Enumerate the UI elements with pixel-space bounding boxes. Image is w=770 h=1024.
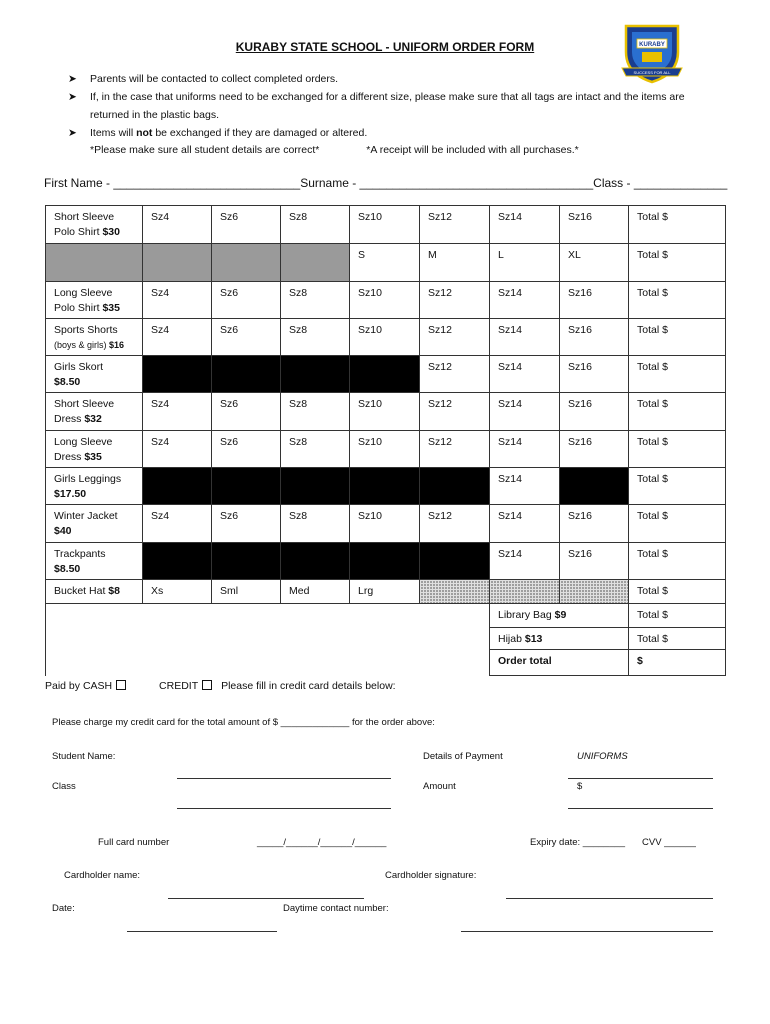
size-cell[interactable]: Lrg: [350, 580, 420, 604]
note-receipt: *A receipt will be included with all purchases.*: [366, 144, 579, 156]
size-cell[interactable]: Sz6: [212, 206, 281, 244]
size-cell[interactable]: Sz6: [212, 319, 281, 356]
table-row: [46, 468, 726, 505]
cardholder-signature-line[interactable]: [506, 898, 713, 899]
blocked-cell: [212, 468, 281, 505]
size-cell[interactable]: L: [490, 244, 560, 282]
expiry-field[interactable]: Expiry date: ________: [530, 837, 626, 848]
size-cell[interactable]: Sz8: [281, 505, 350, 543]
total-cell[interactable]: Total $: [629, 505, 726, 543]
size-cell[interactable]: Sz16: [560, 431, 629, 468]
total-cell[interactable]: Total $: [629, 319, 726, 356]
size-cell[interactable]: Sz8: [281, 319, 350, 356]
class-line[interactable]: [177, 808, 391, 809]
size-cell[interactable]: Sz12: [420, 356, 490, 393]
item-leggings: Girls Leggings $17.50: [46, 468, 143, 505]
dotted-cell: [560, 580, 629, 604]
size-cell[interactable]: Sz16: [560, 356, 629, 393]
size-cell[interactable]: Sz10: [350, 393, 420, 431]
size-cell[interactable]: Sz12: [420, 393, 490, 431]
table-row: [46, 282, 726, 319]
size-cell[interactable]: Sz16: [560, 282, 629, 319]
item-jacket: Winter Jacket $40: [46, 505, 143, 543]
logo-ribbon-text: SUCCESS FOR ALL: [633, 70, 671, 75]
note-details: *Please make sure all student details are correct*: [90, 144, 320, 156]
credit-label: CREDIT: [159, 680, 199, 692]
size-cell[interactable]: Sz14: [490, 543, 560, 580]
size-cell[interactable]: Sz14: [490, 356, 560, 393]
size-cell[interactable]: Sz14: [490, 282, 560, 319]
cardholder-signature-label: Cardholder signature:: [385, 870, 477, 881]
size-cell[interactable]: Sz16: [560, 393, 629, 431]
size-cell[interactable]: Sz14: [490, 206, 560, 244]
amount-line[interactable]: [568, 808, 713, 809]
size-cell[interactable]: Sz8: [281, 206, 350, 244]
blocked-cell: [143, 468, 212, 505]
arrow-bullet-icon: ➤: [68, 73, 77, 85]
item-shorts: Sports Shorts (boys & girls) $16: [46, 319, 143, 356]
size-cell[interactable]: Sz4: [143, 393, 212, 431]
table-row: [46, 393, 726, 431]
order-total-label: Order total: [490, 650, 629, 676]
size-cell[interactable]: Sz16: [560, 206, 629, 244]
daytime-contact-line[interactable]: [461, 931, 713, 932]
size-cell[interactable]: Sz14: [490, 319, 560, 356]
table-row: [46, 319, 726, 356]
size-cell[interactable]: Sz12: [420, 282, 490, 319]
cardholder-name-line[interactable]: [168, 898, 364, 899]
item-dress-long: Long Sleeve Dress $35: [46, 431, 143, 468]
total-cell[interactable]: Total $: [629, 628, 726, 650]
amount-dollar: $: [577, 781, 583, 792]
student-name-label: Student Name:: [52, 751, 116, 762]
size-cell[interactable]: Sz6: [212, 393, 281, 431]
size-cell[interactable]: Sz16: [560, 505, 629, 543]
blocked-cell: [350, 543, 420, 580]
size-cell[interactable]: S: [350, 244, 420, 282]
payment-method-row: [45, 680, 396, 692]
size-cell[interactable]: Sz10: [350, 431, 420, 468]
size-cell[interactable]: Sz8: [281, 282, 350, 319]
size-cell[interactable]: Sz14: [490, 431, 560, 468]
blocked-cell: [420, 468, 490, 505]
size-cell[interactable]: Med: [281, 580, 350, 604]
total-cell[interactable]: Total $: [629, 282, 726, 319]
instruction-item: ➤ Items will not be exchanged if they are damaged or altered.: [68, 124, 708, 142]
blocked-cell: [560, 468, 629, 505]
size-cell[interactable]: Sz6: [212, 431, 281, 468]
table-row: [46, 543, 726, 580]
size-cell[interactable]: Sz10: [350, 319, 420, 356]
item-trackpants: Trackpants $8.50: [46, 543, 143, 580]
amount-label: Amount: [423, 781, 456, 792]
size-cell[interactable]: Xs: [143, 580, 212, 604]
size-cell[interactable]: Sz4: [143, 206, 212, 244]
daytime-contact-label: Daytime contact number:: [283, 903, 389, 914]
size-cell[interactable]: Sz10: [350, 505, 420, 543]
total-cell[interactable]: Total $: [629, 580, 726, 604]
date-label: Date:: [52, 903, 75, 914]
item-hijab: Hijab $13: [490, 628, 629, 650]
size-cell[interactable]: Sz4: [143, 319, 212, 356]
credit-instructions: Please fill in credit card details below:: [221, 680, 396, 692]
total-cell[interactable]: Total $: [629, 468, 726, 505]
credit-checkbox[interactable]: [202, 680, 212, 690]
size-cell[interactable]: Sz14: [490, 393, 560, 431]
logo-text: KURABY: [639, 42, 665, 48]
blocked-cell: [420, 543, 490, 580]
dotted-cell: [420, 580, 490, 604]
size-cell[interactable]: Sz8: [281, 431, 350, 468]
class-label: Class: [52, 781, 76, 792]
shaded-cell: [281, 244, 350, 282]
item-dress-short: Short Sleeve Dress $32: [46, 393, 143, 431]
size-cell[interactable]: XL: [560, 244, 629, 282]
table-row: [46, 604, 726, 628]
shaded-cell: [46, 244, 143, 282]
card-number-label: Full card number: [98, 837, 170, 848]
total-cell[interactable]: Total $: [629, 244, 726, 282]
size-cell[interactable]: Sz12: [420, 431, 490, 468]
size-cell[interactable]: Sz16: [560, 319, 629, 356]
instruction-item: ➤ If, in the case that uniforms need to be exchanged for a different size, please make sure that all tags are intact and the items are returned in the plastic bags.: [68, 88, 708, 124]
blocked-cell: [350, 356, 420, 393]
notes-line: [90, 144, 579, 156]
item-polo-short: Short Sleeve Polo Shirt $30: [46, 206, 143, 244]
arrow-bullet-icon: ➤: [68, 127, 77, 139]
blocked-cell: [143, 356, 212, 393]
total-cell[interactable]: Total $: [629, 431, 726, 468]
instruction-list: [68, 70, 708, 142]
charge-statement: Please charge my credit card for the total amount of $ _____________ for the order above:: [52, 717, 435, 728]
first-name-field[interactable]: First Name - ____________________________: [44, 176, 301, 190]
blocked-cell: [281, 356, 350, 393]
shaded-cell: [212, 244, 281, 282]
table-row: [46, 356, 726, 393]
table-row: [46, 206, 726, 244]
table-row: [46, 244, 726, 282]
arrow-bullet-icon: ➤: [68, 91, 77, 103]
student-name-row: [44, 176, 734, 190]
uniform-order-table: [45, 205, 726, 676]
item-hat: Bucket Hat $8: [46, 580, 143, 604]
blocked-cell: [281, 543, 350, 580]
size-cell[interactable]: Sz14: [490, 505, 560, 543]
size-cell[interactable]: Sml: [212, 580, 281, 604]
details-line[interactable]: [568, 778, 713, 779]
class-field[interactable]: Class - ______________: [593, 176, 728, 190]
item-skort: Girls Skort $8.50: [46, 356, 143, 393]
size-cell[interactable]: Sz12: [420, 505, 490, 543]
cash-checkbox[interactable]: [116, 680, 126, 690]
blocked-cell: [212, 543, 281, 580]
item-library-bag: Library Bag $9: [490, 604, 629, 628]
blocked-cell: [350, 468, 420, 505]
student-name-line[interactable]: [177, 778, 391, 779]
size-cell[interactable]: Sz16: [560, 543, 629, 580]
blank-area: [46, 604, 490, 676]
details-of-payment-label: Details of Payment: [423, 751, 503, 762]
blocked-cell: [281, 468, 350, 505]
total-cell[interactable]: Total $: [629, 356, 726, 393]
size-cell[interactable]: Sz10: [350, 206, 420, 244]
date-line[interactable]: [127, 931, 277, 932]
item-polo-long: Long Sleeve Polo Shirt $35: [46, 282, 143, 319]
cvv-field[interactable]: CVV ______: [642, 837, 696, 848]
size-cell[interactable]: Sz12: [420, 319, 490, 356]
table-row: [46, 580, 726, 604]
cardholder-name-label: Cardholder name:: [64, 870, 141, 881]
size-cell[interactable]: Sz6: [212, 282, 281, 319]
uniforms-label: UNIFORMS: [577, 751, 628, 762]
cash-label: Paid by CASH: [45, 680, 113, 692]
size-cell[interactable]: Sz14: [490, 468, 560, 505]
dotted-cell: [490, 580, 560, 604]
blocked-cell: [143, 543, 212, 580]
blocked-cell: [212, 356, 281, 393]
total-cell[interactable]: Total $: [629, 604, 726, 628]
size-cell[interactable]: Sz4: [143, 282, 212, 319]
order-total-value[interactable]: $: [629, 650, 726, 676]
total-cell[interactable]: Total $: [629, 543, 726, 580]
table-row: [46, 431, 726, 468]
shaded-cell: [143, 244, 212, 282]
form-title: KURABY STATE SCHOOL - UNIFORM ORDER FORM: [235, 40, 535, 54]
total-cell[interactable]: Total $: [629, 393, 726, 431]
size-cell[interactable]: Sz10: [350, 282, 420, 319]
size-cell[interactable]: Sz12: [420, 206, 490, 244]
total-cell[interactable]: Total $: [629, 206, 726, 244]
table-row: [46, 505, 726, 543]
size-cell[interactable]: Sz4: [143, 431, 212, 468]
size-cell[interactable]: Sz6: [212, 505, 281, 543]
surname-field[interactable]: Surname - ___________________________________: [300, 176, 594, 190]
card-number-field[interactable]: _____/______/______/______: [257, 837, 387, 848]
size-cell[interactable]: Sz4: [143, 505, 212, 543]
size-cell[interactable]: Sz8: [281, 393, 350, 431]
size-cell[interactable]: M: [420, 244, 490, 282]
instruction-item: ➤ Parents will be contacted to collect completed orders.: [68, 70, 708, 88]
